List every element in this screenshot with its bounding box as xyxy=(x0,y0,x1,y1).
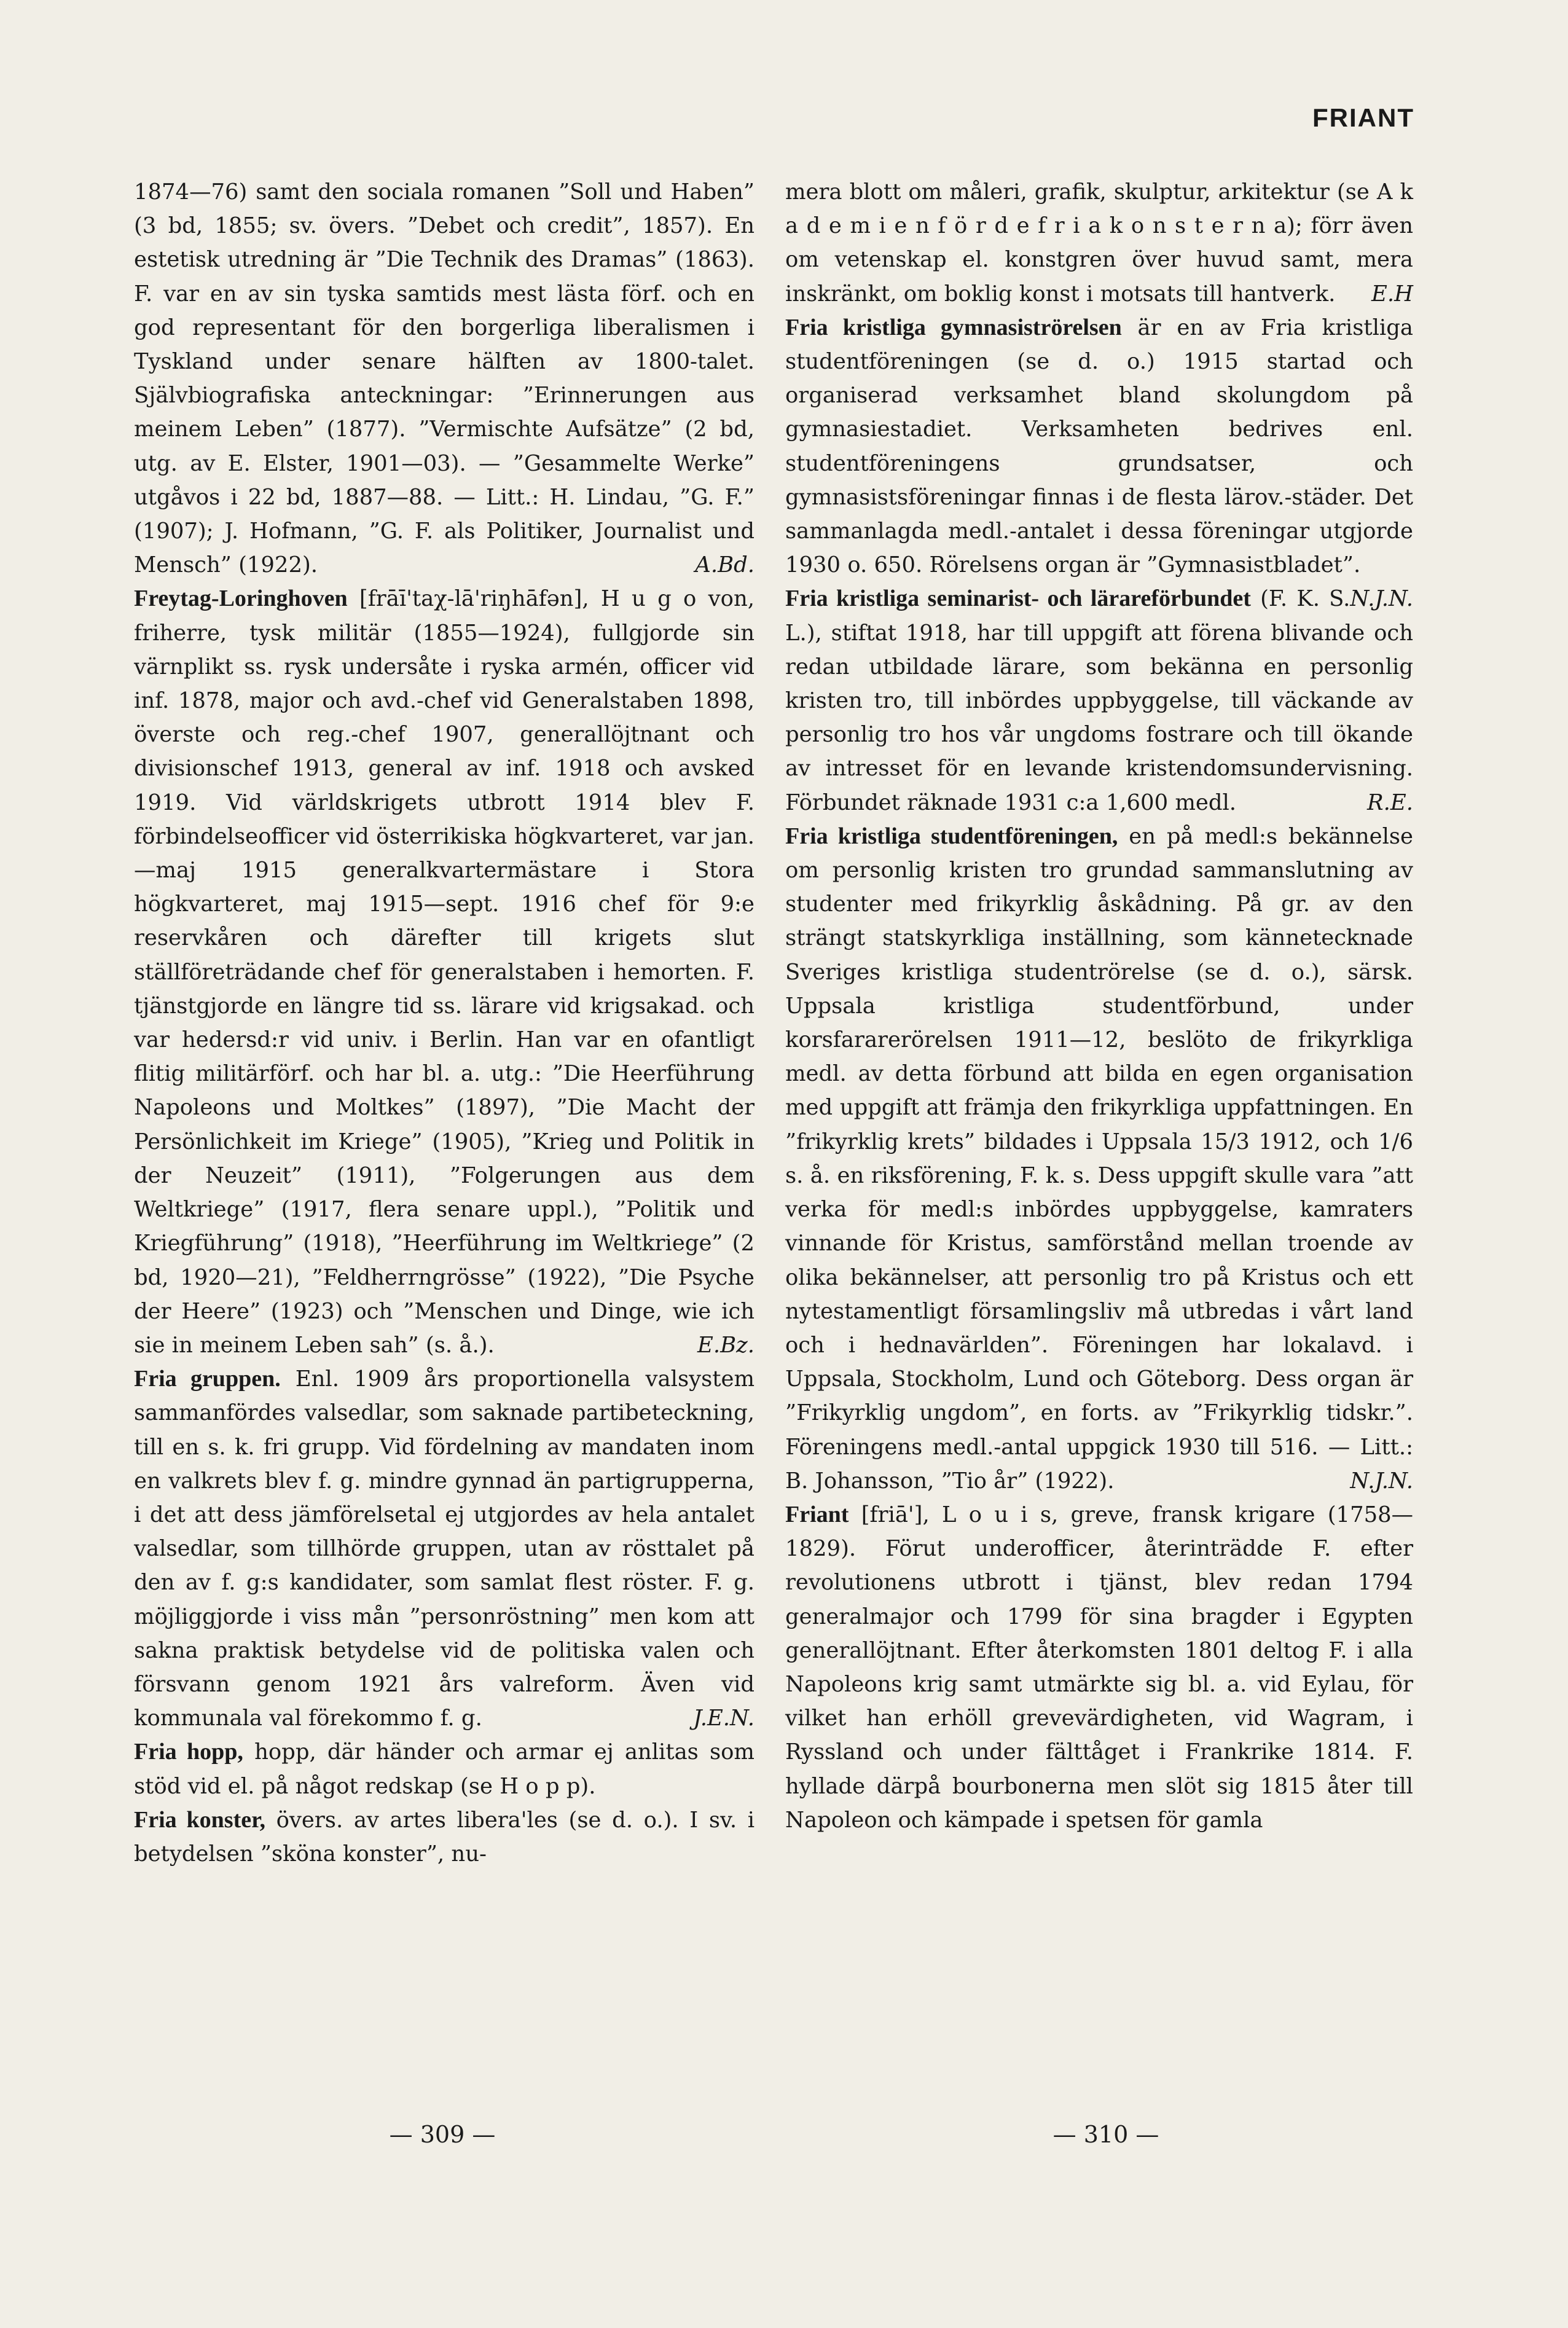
entry-headword: Friant xyxy=(785,1501,849,1527)
left-column xyxy=(134,175,755,1871)
page-number-right: — 310 — xyxy=(1053,2121,1159,2148)
entry-fria-kristliga-studentforeningen xyxy=(785,820,1413,1498)
entry-headword: Fria konster, xyxy=(134,1806,265,1833)
entry-continuation-fria-konster xyxy=(785,175,1413,311)
entry-headword: Fria kristliga studentföreningen, xyxy=(785,823,1118,849)
entry-headword: Freytag-Loringhoven xyxy=(134,586,348,612)
entry-text: [frāī'taχ-lā'riŋhāfən], H u g o von, friherre, tysk militär (1855—1924), fullgjorde sin värnplikt ss. rysk undersåte i ryska armén, officer vid inf. 1878, major och avd.-chef vid Generalstaben 1898, överste och reg.-chef 1907, generallöjtnant och divisionschef 1913, general av inf. 1918 och avsked 1919. Vid världskrigets utbrott 1914 blev F. förbindelseofficer vid österrikiska högkvarteret, var jan.—maj 1915 generalkvartermästare i Stora högkvarteret, maj 1915—sept. 1916 chef för 9:e reservkåren och därefter till krigets slut ställföreträdande chef för generalstaben i hemorten. F. tjänstgjorde en längre tid ss. lärare vid krigsakad. och var hedersd:r vid univ. i Berlin. Han var en ofantligt flitig militärförf. och har bl. a. utg.: ”Die Heerführung Napoleons und Moltkes” (1897), ”Die Macht der Persönlichkeit im Kriege” (1905), ”Krieg und Politik in der Neuzeit” (1911), ”Folgerungen aus dem Weltkriege” (1917, flera senare uppl.), ”Politik und Kriegführung” (1918), ”Heerführung im Weltkriege” (2 bd, 1920—21), ”Feldherrngrösse” (1922), ”Die Psyche der Heere” (1923) och ”Menschen und Dinge, wie ich sie in meinem Leben sah” (s. å.). xyxy=(134,586,755,1358)
entry-text: mera blott om måleri, grafik, skulptur, arkitektur (se A k a d e m i e n f ö r d e f r i a k o n s t e r n a); förr även om vetenskap el. konstgren över huvud samt, mera inskränkt, om boklig konst i motsats till hantverk. xyxy=(785,179,1413,307)
entry-text: Enl. 1909 års proportionella valsystem sammanfördes valsedlar, som saknade partibeteckning, till en s. k. fri grupp. Vid fördelning av mandaten inom en valkrets blev f. g. mindre gynnad än partigrupperna, i det att dess jämförelsetal ej utgjordes av hela antalet valsedlar, som tillhörde gruppen, utan av rösttalet på den av f. g:s kandidater, som samlat flest röster. F. g. möjliggjorde i viss mån ”personröstning” men kom att sakna praktisk betydelse vid de politiska valen och försvann genom 1921 års valreform. Även vid kommunala val förekommo f. g. xyxy=(134,1366,755,1731)
entry-friant xyxy=(785,1498,1413,1837)
entry-headword: Fria kristliga gymnasiströrelsen xyxy=(785,314,1122,340)
author-signature: A.Bd. xyxy=(695,552,755,578)
entry-fria-konster xyxy=(134,1803,755,1871)
entry-fria-gruppen xyxy=(134,1362,755,1735)
running-head: FRIANT xyxy=(1312,103,1414,132)
entry-text: är en av Fria kristliga studentföreningen (se d. o.) 1915 startad och organiserad verksamhet bland skolungdom på gymnasiestadiet. Verksamheten bedrives enl. studentföreningens grundsatser, och gymnasistsföreningar finnas i de flesta lärov.-städer. Det sammanlagda medl.-antalet i dessa föreningar utgjorde 1930 o. 650. Rörelsens organ är ”Gymnasistbladet”. xyxy=(785,315,1414,578)
page-number-left: — 309 — xyxy=(389,2121,496,2148)
author-signature: E.H xyxy=(1371,281,1413,307)
entry-headword: Fria hopp, xyxy=(134,1739,243,1765)
entry-text: 1874—76) samt den sociala romanen ”Soll und Haben” (3 bd, 1855; sv. övers. ”Debet och credit”, 1857). En estetisk utredning är ”Die Technik des Dramas” (1863). F. var en av sin tyska samtids mest lästa förf. och en god representant för den borgerliga liberalismen i Tyskland under senare hälften av 1800-talet. Självbiografiska anteckningar: ”Erinnerungen aus meinem Leben” (1877). ”Vermischte Aufsätze” (2 bd, utg. av E. Elster, 1901—03). — ”Gesammelte Werke” utgåvos i 22 bd, 1887—88. — Litt.: H. Lindau, ”G. F.” (1907); J. Hofmann, ”G. F. als Politiker, Journalist und Mensch” (1922). xyxy=(134,179,755,578)
entry-text: (F. K. S. L.), stiftat 1918, har till uppgift att förena blivande och redan utbildade lärare, som bekänna en personlig kristen tro, till inbördes uppbyggelse, till väckande av personlig tro hos vår ungdoms fostrare och till ökande av intresset för en levande kristendomsundervisning. Förbundet räknade 1931 c:a 1,600 medl. xyxy=(785,586,1413,815)
entry-fria-hopp xyxy=(134,1735,755,1803)
entry-text: hopp, där händer och armar ej anlitas som stöd vid el. på något redskap (se H o p p). xyxy=(134,1739,755,1799)
entry-fria-kristliga-seminaristforbundet xyxy=(785,582,1413,819)
entry-headword: Fria gruppen. xyxy=(134,1366,281,1392)
entry-text: [friā'], L o u i s, greve, fransk krigare (1758—1829). Förut underofficer, återinträdde F. efter revolutionens utbrott i tjänst, blev redan 1794 generalmajor och 1799 för sina bragder i Egypten generallöjtnant. Efter återkomsten 1801 deltog F. i alla Napoleons krig samt utmärkte sig bl. a. vid Eylau, för vilket han erhöll grevevärdigheten, vid Wagram, i Ryssland och under fälttåget i Frankrike 1814. F. hyllade därpå bourbonerna men slöt sig 1815 åter till Napoleon och kämpade i spetsen för gamla xyxy=(785,1502,1414,1833)
author-signature: R.E. xyxy=(1367,790,1413,815)
author-signature: E.Bz. xyxy=(697,1332,755,1358)
entry-freytag-loringhoven xyxy=(134,582,755,1362)
author-signature: N.J.N. xyxy=(1350,586,1413,612)
right-column xyxy=(785,175,1413,1837)
entry-text: övers. av artes libera'les (se d. o.). I sv. i betydelsen ”sköna konster”, nu- xyxy=(134,1807,755,1867)
entry-text: en på medl:s bekännelse om personlig kristen tro grundad sammanslutning av studenter med frikyrklig åskådning. På gr. av den strängt statskyrkliga inställning, som kännetecknade Sveriges kristliga studentrörelse (se d. o.), särsk. Uppsala kristliga studentförbund, under korsfararerörelsen 1911—12, beslöto de frikyrkliga medl. av detta förbund att bilda en egen organisation med uppgift att främja den frikyrkliga uppfattningen. En ”frikyrklig krets” bildades i Uppsala 15/3 1912, och 1/6 s. å. en riksförening, F. k. s. Dess uppgift skulle vara ”att verka för medl:s inbördes uppbyggelse, kamraters vinnande för Kristus, samförstånd mellan troende av olika bekännelser, att personlig tro på Kristus och ett nytestamentligt församlingsliv må utbredas i vårt land och i hednavärlden”. Föreningen har lokalavd. i Uppsala, Stockholm, Lund och Göteborg. Dess organ är ”Frikyrklig ungdom”, en forts. av ”Frikyrklig tidskr.”. Föreningens medl.-antal uppgick 1930 till 516. — Litt.: B. Johansson, ”Tio år” (1922). xyxy=(785,823,1414,1494)
entry-continuation-freytag xyxy=(134,175,755,582)
entry-headword: Fria kristliga seminarist- och lärareförbundet xyxy=(785,586,1251,612)
author-signature: N.J.N. xyxy=(1350,1468,1413,1494)
author-signature: J.E.N. xyxy=(693,1706,755,1731)
